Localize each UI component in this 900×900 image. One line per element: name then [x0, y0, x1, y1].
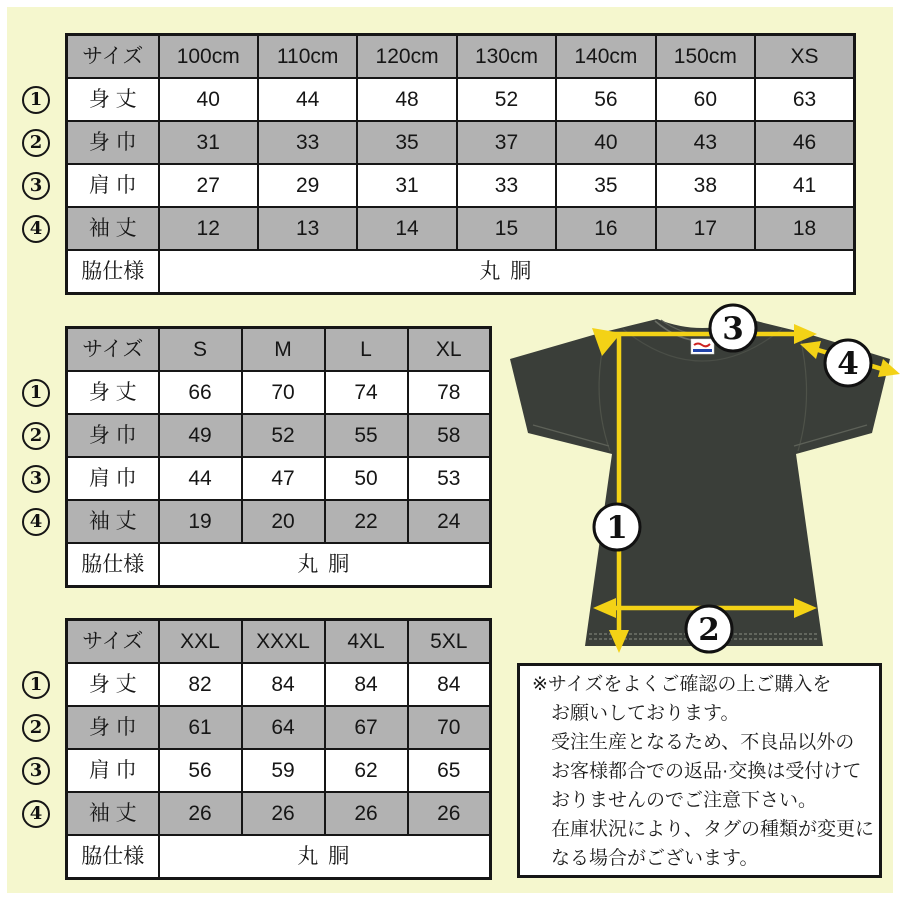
size-table-adult	[29, 326, 492, 588]
tshirt-measurement-diagram	[505, 313, 895, 655]
measurement-value: 26	[325, 792, 408, 835]
row-number-badge: 2	[22, 129, 50, 157]
measurement-value: 22	[325, 500, 408, 543]
measurement-value: 58	[408, 414, 491, 457]
purchase-notice-box	[517, 663, 882, 878]
measurement-value: 40	[159, 78, 258, 121]
measurement-value: 82	[159, 663, 242, 706]
measurement-value: 53	[408, 457, 491, 500]
measurement-value: 55	[325, 414, 408, 457]
measurement-value: 18	[755, 207, 854, 250]
measurement-value: 47	[242, 457, 325, 500]
measurement-row	[67, 706, 491, 749]
size-column-header: 140cm	[556, 35, 655, 79]
size-table-kids-xs	[65, 33, 856, 295]
callout-2: 2	[698, 612, 720, 648]
measurement-row	[67, 792, 491, 835]
measurement-value: 16	[556, 207, 655, 250]
measurement-row	[67, 500, 491, 543]
size-corner-header: サイズ	[67, 620, 159, 664]
side-spec-label: 脇仕様	[67, 543, 159, 587]
size-column-header: 100cm	[159, 35, 258, 79]
measurement-value: 61	[159, 706, 242, 749]
measurement-value: 19	[159, 500, 242, 543]
row-number-badge: 1	[22, 86, 50, 114]
size-column-header: L	[325, 328, 408, 372]
row-number-badge: 2	[22, 714, 50, 742]
measurement-value: 67	[325, 706, 408, 749]
measurement-label: 身 丈	[67, 663, 159, 706]
size-table-kids	[29, 33, 856, 295]
notice-line: お願いしております。	[551, 703, 740, 724]
measurement-row	[67, 457, 491, 500]
measurement-value: 31	[357, 164, 456, 207]
measurement-label: 身 丈	[67, 371, 159, 414]
measurement-row	[67, 121, 855, 164]
row-number-badge: 4	[22, 215, 50, 243]
measurement-value: 31	[159, 121, 258, 164]
measurement-value: 70	[408, 706, 491, 749]
measurement-value: 38	[656, 164, 755, 207]
measurement-value: 56	[556, 78, 655, 121]
measurement-value: 84	[408, 663, 491, 706]
measurement-value: 35	[556, 164, 655, 207]
measurement-value: 84	[242, 663, 325, 706]
row-number-badge: 4	[22, 508, 50, 536]
size-table-s-xl	[65, 326, 492, 588]
measurement-value: 84	[325, 663, 408, 706]
neck-label-tag	[691, 339, 714, 354]
measurement-label: 袖 丈	[67, 792, 159, 835]
size-column-header: 150cm	[656, 35, 755, 79]
measurement-value: 37	[457, 121, 556, 164]
measurement-value: 74	[325, 371, 408, 414]
side-spec-row	[67, 250, 855, 294]
measurement-value: 13	[258, 207, 357, 250]
measurement-label: 肩 巾	[67, 164, 159, 207]
header-row	[67, 35, 855, 79]
measurement-row	[67, 663, 491, 706]
measurement-label: 身 巾	[67, 414, 159, 457]
measurement-value: 14	[357, 207, 456, 250]
size-column-header: S	[159, 328, 242, 372]
size-corner-header: サイズ	[67, 35, 159, 79]
notice-line: 受注生産となるため、不良品以外の	[551, 732, 855, 753]
measurement-value: 60	[656, 78, 755, 121]
side-spec-row	[67, 835, 491, 879]
size-table-xxl-5xl	[65, 618, 492, 880]
measurement-value: 26	[242, 792, 325, 835]
measurement-value: 56	[159, 749, 242, 792]
side-spec-label: 脇仕様	[67, 835, 159, 879]
measurement-value: 26	[408, 792, 491, 835]
size-column-header: 4XL	[325, 620, 408, 664]
side-spec-row	[67, 543, 491, 587]
measurement-label: 身 巾	[67, 121, 159, 164]
row-number-badge: 3	[22, 172, 50, 200]
callout-1: 1	[606, 510, 628, 546]
measurement-row	[67, 371, 491, 414]
size-column-header: XXL	[159, 620, 242, 664]
size-column-header: 110cm	[258, 35, 357, 79]
measurement-value: 17	[656, 207, 755, 250]
notice-line: ※サイズをよくご確認の上ご購入を	[532, 674, 832, 695]
side-spec-value: 丸 胴	[159, 835, 491, 879]
header-row	[67, 328, 491, 372]
measurement-value: 52	[242, 414, 325, 457]
side-spec-value: 丸 胴	[159, 250, 855, 294]
size-column-header: 130cm	[457, 35, 556, 79]
measurement-value: 50	[325, 457, 408, 500]
measurement-value: 70	[242, 371, 325, 414]
size-column-header: M	[242, 328, 325, 372]
measurement-value: 44	[159, 457, 242, 500]
measurement-row	[67, 207, 855, 250]
measurement-value: 78	[408, 371, 491, 414]
measurement-value: 49	[159, 414, 242, 457]
measurement-value: 40	[556, 121, 655, 164]
size-column-header: XL	[408, 328, 491, 372]
notice-line: お客様都合での返品·交換は受付けて	[551, 761, 862, 782]
size-column-header: 120cm	[357, 35, 456, 79]
measurement-value: 29	[258, 164, 357, 207]
measurement-value: 26	[159, 792, 242, 835]
measurement-label: 身 丈	[67, 78, 159, 121]
size-column-header: XXXL	[242, 620, 325, 664]
measurement-value: 27	[159, 164, 258, 207]
measurement-value: 33	[457, 164, 556, 207]
measurement-value: 46	[755, 121, 854, 164]
measurement-value: 35	[357, 121, 456, 164]
callout-4: 4	[837, 346, 859, 382]
notice-line: 在庫状況により、タグの種類が変更に	[551, 819, 875, 840]
measurement-value: 24	[408, 500, 491, 543]
measurement-value: 65	[408, 749, 491, 792]
measurement-value: 20	[242, 500, 325, 543]
measurement-value: 44	[258, 78, 357, 121]
measurement-label: 袖 丈	[67, 207, 159, 250]
measurement-value: 43	[656, 121, 755, 164]
notice-line: なる場合がございます。	[551, 848, 759, 869]
header-row	[67, 620, 491, 664]
measurement-label: 肩 巾	[67, 457, 159, 500]
callout-3: 3	[722, 311, 744, 347]
measurement-value: 15	[457, 207, 556, 250]
measurement-value: 41	[755, 164, 854, 207]
measurement-value: 64	[242, 706, 325, 749]
row-number-badge: 1	[22, 671, 50, 699]
measurement-row	[67, 78, 855, 121]
measurement-value: 59	[242, 749, 325, 792]
measurement-row	[67, 749, 491, 792]
measurement-value: 52	[457, 78, 556, 121]
size-column-header: 5XL	[408, 620, 491, 664]
measurement-value: 48	[357, 78, 456, 121]
size-table-big	[29, 618, 492, 880]
row-number-badge: 2	[22, 422, 50, 450]
measurement-row	[67, 164, 855, 207]
measurement-label: 袖 丈	[67, 500, 159, 543]
size-corner-header: サイズ	[67, 328, 159, 372]
measurement-value: 63	[755, 78, 854, 121]
row-number-badge: 3	[22, 465, 50, 493]
notice-line: おりませんのでご注意下さい。	[551, 790, 818, 811]
side-spec-label: 脇仕様	[67, 250, 159, 294]
side-spec-value: 丸 胴	[159, 543, 491, 587]
measurement-value: 62	[325, 749, 408, 792]
size-column-header: XS	[755, 35, 854, 79]
measurement-value: 66	[159, 371, 242, 414]
row-number-badge: 3	[22, 757, 50, 785]
row-number-badge: 1	[22, 379, 50, 407]
measurement-value: 12	[159, 207, 258, 250]
measurement-label: 肩 巾	[67, 749, 159, 792]
measurement-row	[67, 414, 491, 457]
measurement-label: 身 巾	[67, 706, 159, 749]
measurement-value: 33	[258, 121, 357, 164]
row-number-badge: 4	[22, 800, 50, 828]
